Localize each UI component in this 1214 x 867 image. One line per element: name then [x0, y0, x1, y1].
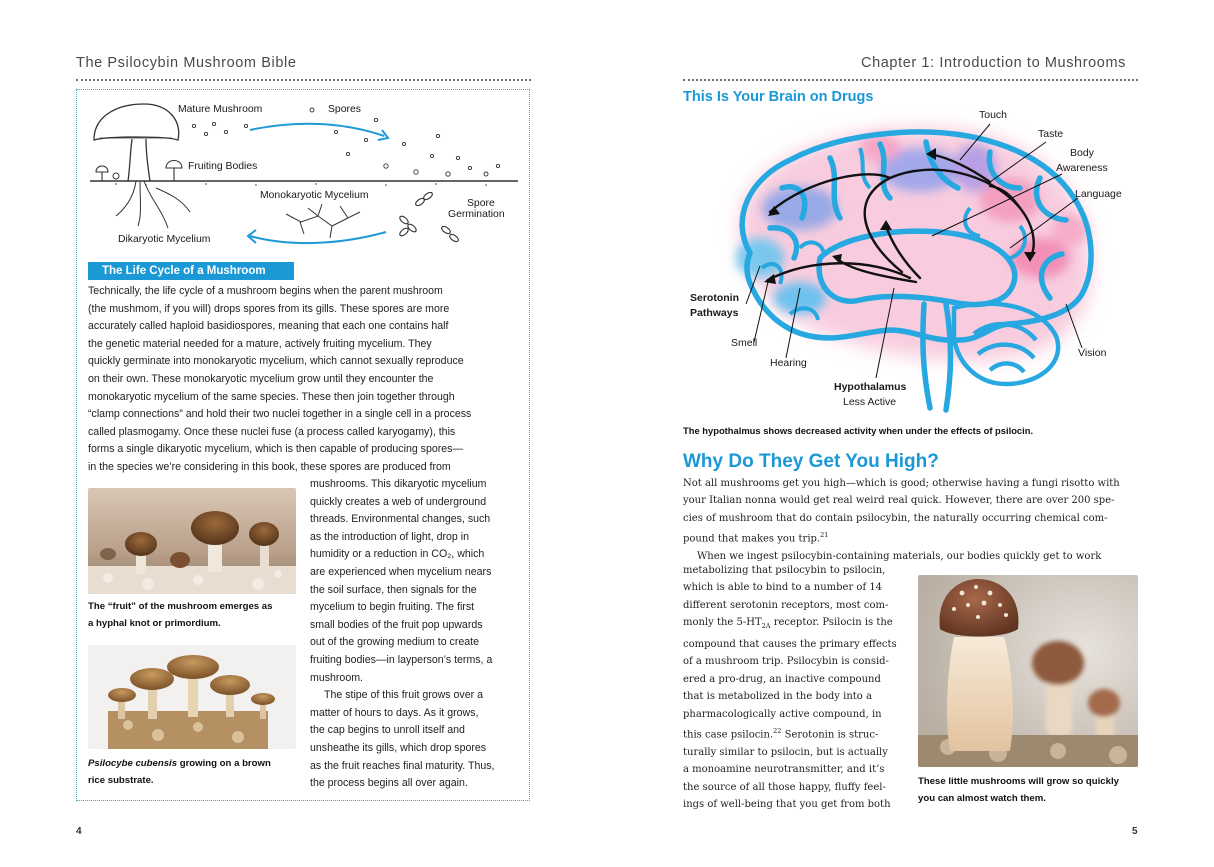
body-line: compound that causes the primary effects: [683, 638, 897, 650]
body-line: your Italian nonna would get real weird real quick. However, there are over 200 spe-: [683, 495, 1115, 507]
left-header-rule: [76, 79, 531, 81]
column-line: threads. Environmental changes, such: [310, 513, 491, 526]
body-line: monokaryotic mycelium of the same species. These then join together through: [88, 390, 455, 403]
body-line: quickly germinate into monokaryotic mycelium, which cannot sexually reproduce: [88, 355, 464, 368]
ground-dots: [115, 183, 487, 186]
left-page-number: 4: [76, 826, 82, 837]
cubensis-caption: [88, 755, 298, 789]
body-line: in the species we’re considering in this book, these spores are produced from: [88, 460, 451, 473]
right-page-number: 5: [1132, 826, 1138, 837]
caption-species: Psilocybe cubensis: [88, 758, 178, 769]
brain-illustration: [690, 108, 1130, 420]
primordium-caption: [88, 598, 298, 632]
column-line: matter of hours to days. As it grows,: [310, 706, 479, 719]
primordium-photo: [88, 488, 296, 594]
body-line: this case psilocin.: [683, 729, 774, 741]
column-line: as the fruit reaches final maturity. Thus,: [310, 759, 495, 772]
footnote-ref: 22: [773, 727, 782, 736]
body-line: the source of all those happy, fluffy feel-: [683, 781, 886, 793]
body-line: accurately called haploid basidiospores, meaning that each one contains half: [88, 320, 449, 333]
column-line: are experienced when mycelium nears: [310, 565, 492, 578]
label-hearing: Hearing: [770, 357, 807, 369]
body-line: forms a single dikaryotic mycelium, which is then capable of producing spores—: [88, 443, 464, 456]
column-line: unsheathe its gills, which drop spores: [310, 741, 487, 754]
body-line: turally similar to psilocin, but is actually: [683, 746, 888, 758]
label-touch: Touch: [979, 109, 1008, 121]
column-line: the cap begins to unroll itself and: [310, 724, 465, 737]
body-line: the genetic material needed for a mature, actively fruiting mycelium. They: [88, 337, 432, 350]
label-taste: Taste: [1038, 128, 1064, 140]
body-line: that is metabolized in the body into a: [683, 691, 872, 703]
body-line: metabolizing that psilocybin to psilocin,: [683, 565, 886, 576]
body-line: a monoamine neurotransmitter, and it’s: [683, 764, 885, 776]
label-hypothalamus: Hypothalamus: [834, 381, 907, 393]
column-line: out of the growing medium to create: [310, 636, 480, 649]
body-line: receptor. Psilocin is the: [770, 617, 893, 629]
label-serotonin: Serotonin: [690, 292, 739, 304]
body-line: different serotonin receptors, most com-: [683, 599, 889, 611]
body-line: “clamp connections” and hold their two nuclei together in a single cell in a process: [88, 408, 472, 421]
body-line: (the mushmom, if you will) drops spores from its gills. These spores are more: [88, 302, 450, 315]
mature-mushroom-cap: [94, 104, 179, 140]
label-vision: Vision: [1078, 347, 1107, 359]
caption-line: a hyphal knot or primordium.: [88, 618, 221, 629]
label-awareness: Awareness: [1056, 162, 1108, 174]
footnote-ref: 21: [820, 531, 829, 540]
para-2-column: [683, 562, 903, 814]
column-line: as the introduction of light, drop in: [310, 530, 470, 543]
figure-caption: The hypothalmus shows decreased activity when under the effects of psilocin.: [683, 425, 1034, 436]
right-running-head: Chapter 1: Introduction to Mushrooms: [861, 55, 1126, 71]
para-1: [683, 475, 1138, 566]
body-line: Technically, the life cycle of a mushroom begins when the parent mushroom: [88, 285, 443, 297]
column-line: The stipe of this fruit grows over a: [324, 689, 483, 702]
body-line: ings of well-being that you get from both: [683, 799, 891, 811]
body-line: which is able to bind to a number of 14: [683, 582, 883, 594]
label-smell: Smell: [731, 337, 758, 349]
body-line: on their own. These monokaryotic mycelium grow until they encounter the: [88, 372, 434, 385]
column-line: small bodies of the fruit pop upwards: [310, 618, 483, 631]
left-body-text: [88, 283, 524, 477]
arrow-top: [250, 124, 384, 136]
column-line: fruiting bodies—in layperson’s terms, a: [310, 653, 493, 666]
label-germination: Germination: [448, 209, 505, 220]
right-header-rule: [683, 79, 1138, 81]
column-line: mycelium to begin fruiting. The first: [310, 601, 475, 614]
body-line: Not all mushrooms get you high—which is good; otherwise having a fungi risotto with: [683, 478, 1120, 489]
column-line: humidity or a reduction in CO₂, which: [310, 548, 485, 561]
body-line: monly the 5-HT: [683, 617, 762, 629]
receptor-subscript: 2A: [761, 622, 771, 631]
body-line: When we ingest psilocybin-containing materials, our bodies quickly get to work: [697, 551, 1102, 563]
label-spore: Spore: [467, 198, 495, 209]
caption-line: you can almost watch them.: [918, 793, 1046, 804]
body-line: ered a pro-drug, an inactive compound: [683, 673, 881, 685]
column-line: mushrooms. This dikaryotic mycelium: [310, 478, 487, 490]
caption-line: growing on a brown: [177, 758, 271, 769]
caption-line: These little mushrooms will grow so quickly: [918, 776, 1119, 787]
label-dikaryotic-mycelium: Dikaryotic Mycelium: [118, 234, 211, 245]
little-mushrooms-caption: [918, 773, 1143, 807]
label-spores: Spores: [328, 104, 361, 115]
body-line: cies of mushroom that do contain psilocybin, the naturally occurring chemical com-: [683, 512, 1108, 524]
label-less-active: Less Active: [843, 396, 897, 408]
little-mushrooms-photo: [918, 575, 1138, 767]
life-cycle-heading: The Life Cycle of a Mushroom: [88, 262, 294, 280]
column-line: the soil surface, then signals for the: [310, 583, 477, 596]
cubensis-photo: [88, 645, 296, 749]
caption-line: The “fruit” of the mushroom emerges as: [88, 601, 273, 612]
left-column-text: [310, 476, 525, 793]
caption-line: rice substrate.: [88, 775, 154, 786]
body-line: pound that makes you trip.: [683, 533, 821, 545]
column-line: the process begins all over again.: [310, 777, 468, 790]
body-line: pharmacologically active compound, in: [683, 708, 882, 720]
figure-title: This Is Your Brain on Drugs: [683, 89, 874, 105]
label-monokaryotic-mycelium: Monokaryotic Mycelium: [260, 190, 369, 201]
mature-mushroom-stipe: [128, 139, 150, 181]
label-fruiting-bodies: Fruiting Bodies: [188, 161, 258, 172]
body-line: of a mushroom trip. Psilocybin is consid-: [683, 656, 889, 668]
label-language: Language: [1075, 188, 1122, 200]
left-running-head: The Psilocybin Mushroom Bible: [76, 55, 297, 71]
label-pathways: Pathways: [690, 307, 739, 319]
section-heading: Why Do They Get You High?: [683, 451, 939, 472]
label-body: Body: [1070, 147, 1094, 159]
lifecycle-diagram: [86, 96, 522, 256]
column-line: mushroom.: [310, 671, 363, 684]
label-mature-mushroom: Mature Mushroom: [178, 104, 263, 115]
body-line: Serotonin is struc-: [781, 729, 879, 741]
body-line: called plasmogamy. Once these nuclei fuse (a process called karyogamy), this: [88, 425, 456, 438]
column-line: quickly creates a web of underground: [310, 495, 487, 508]
arrow-bottom: [250, 232, 386, 243]
